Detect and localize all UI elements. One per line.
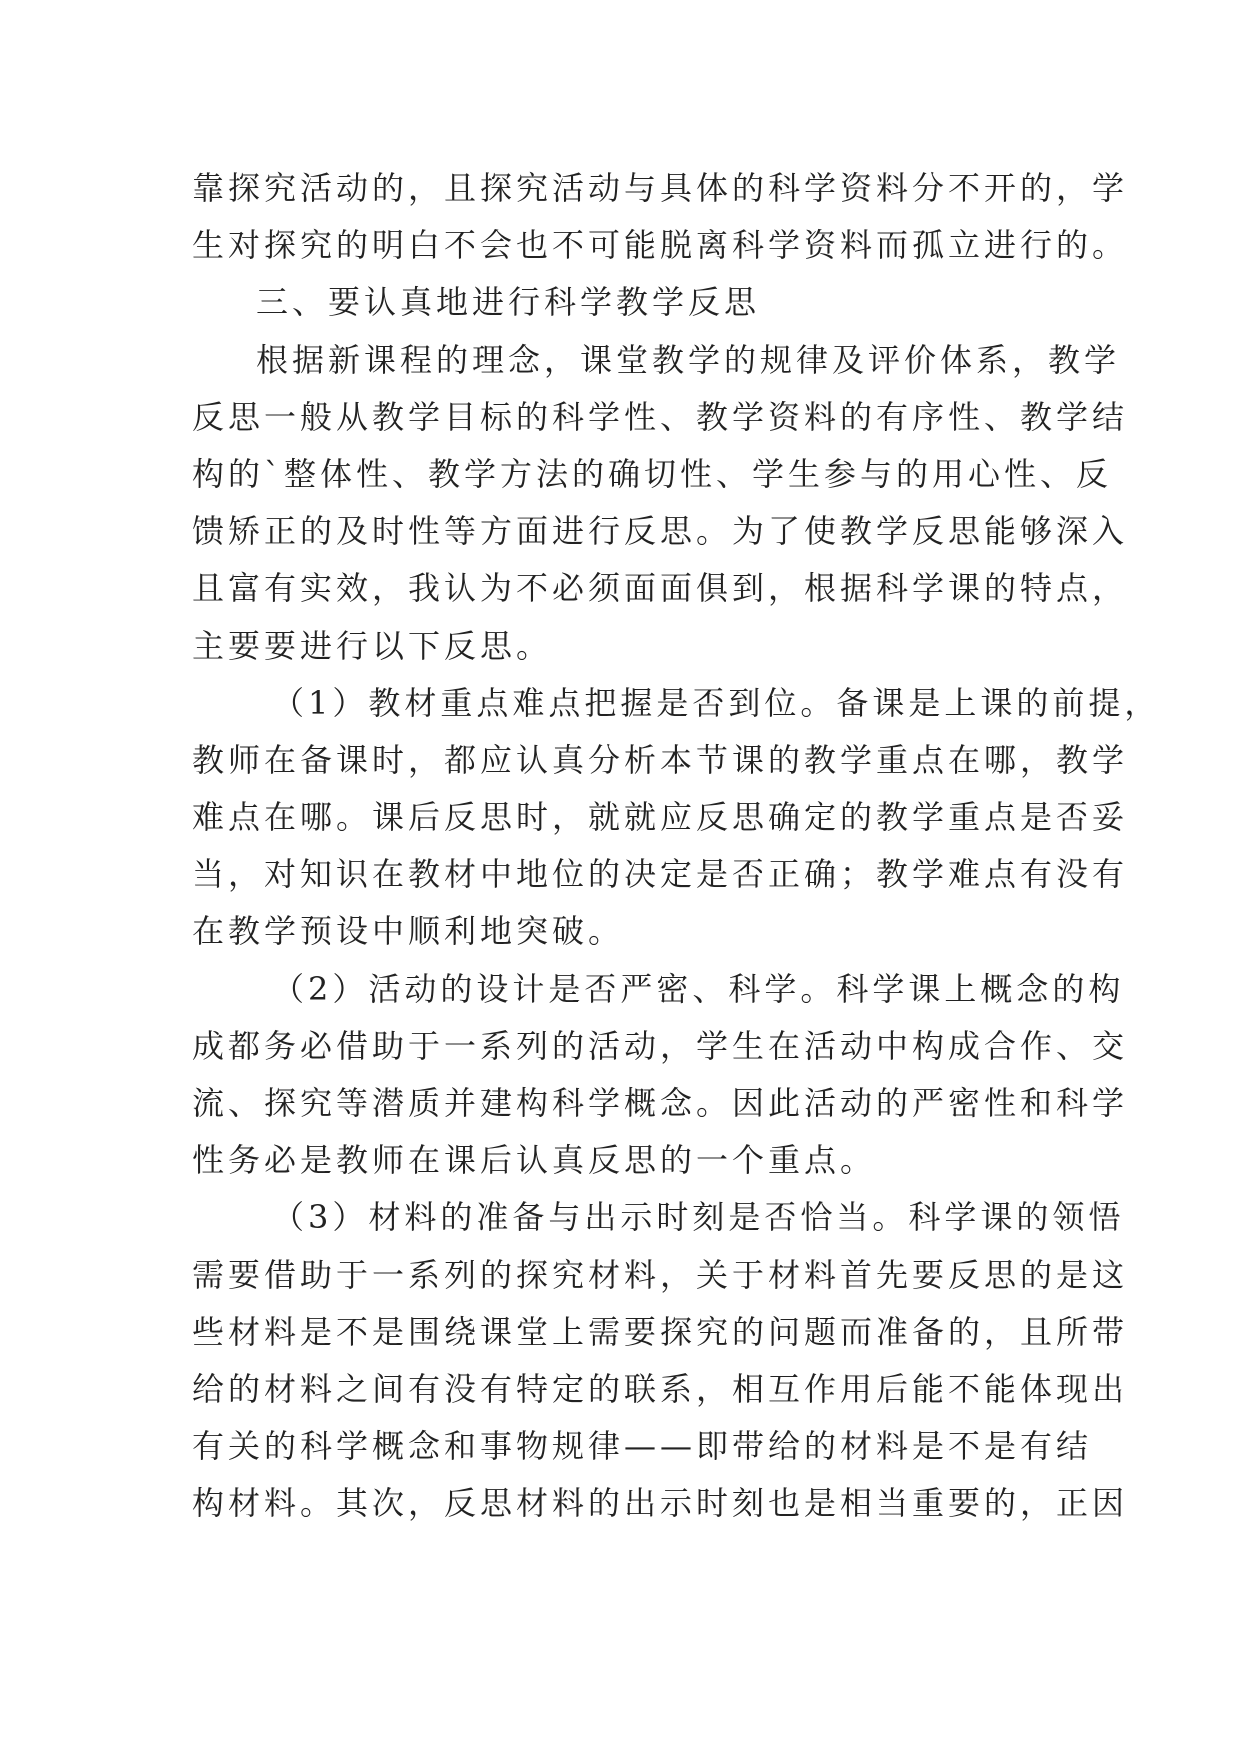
text-line: 构的`整体性、教学方法的确切性、学生参与的用心性、反	[192, 454, 1113, 493]
text-line: 靠探究活动的，且探究活动与具体的科学资料分不开的，学	[192, 169, 1129, 207]
text-line: 馈矫正的及时性等方面进行反思。为了使教学反思能够深入	[192, 512, 1129, 551]
text-line: 主要要进行以下反思。	[192, 626, 553, 665]
text-line: 流、探究等潜质并建构科学概念。因此活动的严密性和科学	[192, 1084, 1129, 1122]
text-line: 些材料是不是围绕课堂上需要探究的问题而准备的，且所带	[192, 1312, 1129, 1351]
body-text	[192, 160, 1161, 1533]
text-line: （2）活动的设计是否严密、科学。科学课上概念的构	[272, 969, 1125, 1008]
text-line: 在教学预设中顺利地突破。	[192, 912, 625, 951]
text-line: 根据新课程的理念，课堂教学的规律及评价体系，教学	[256, 340, 1121, 379]
text-line: 成都务必借助于一系列的活动，学生在活动中构成合作、交	[192, 1026, 1129, 1065]
text-line: （3）材料的准备与出示时刻是否恰当。科学课的领悟	[272, 1198, 1125, 1237]
text-line: 难点在哪。课后反思时，就就应反思确定的教学重点是否妥	[192, 798, 1129, 837]
text-line: 性务必是教师在课后认真反思的一个重点。	[192, 1141, 877, 1180]
text-line: 反思一般从教学目标的科学性、教学资料的有序性、教学结	[192, 397, 1129, 436]
text-line: （1）教材重点难点把握是否到位。备课是上课的前提，	[272, 683, 1161, 722]
text-line: 当，对知识在教材中地位的决定是否正确；教学难点有没有	[192, 855, 1129, 894]
text-line: 构材料。其次，反思材料的出示时刻也是相当重要的，正因	[192, 1484, 1129, 1523]
text-line: 生对探究的明白不会也不可能脱离科学资料而孤立进行的。	[192, 226, 1129, 265]
text-line: 且富有实效，我认为不必须面面俱到，根据科学课的特点，	[192, 569, 1129, 608]
text-line: 三、要认真地进行科学教学反思	[256, 283, 761, 322]
text-line: 有关的科学概念和事物规律——即带给的材料是不是有结	[192, 1427, 1093, 1466]
text-line: 需要借助于一系列的探究材料，关于材料首先要反思的是这	[192, 1255, 1129, 1294]
text-line: 给的材料之间有没有特定的联系，相互作用后能不能体现出	[192, 1369, 1129, 1408]
text-line: 教师在备课时，都应认真分析本节课的教学重点在哪，教学	[192, 740, 1129, 779]
